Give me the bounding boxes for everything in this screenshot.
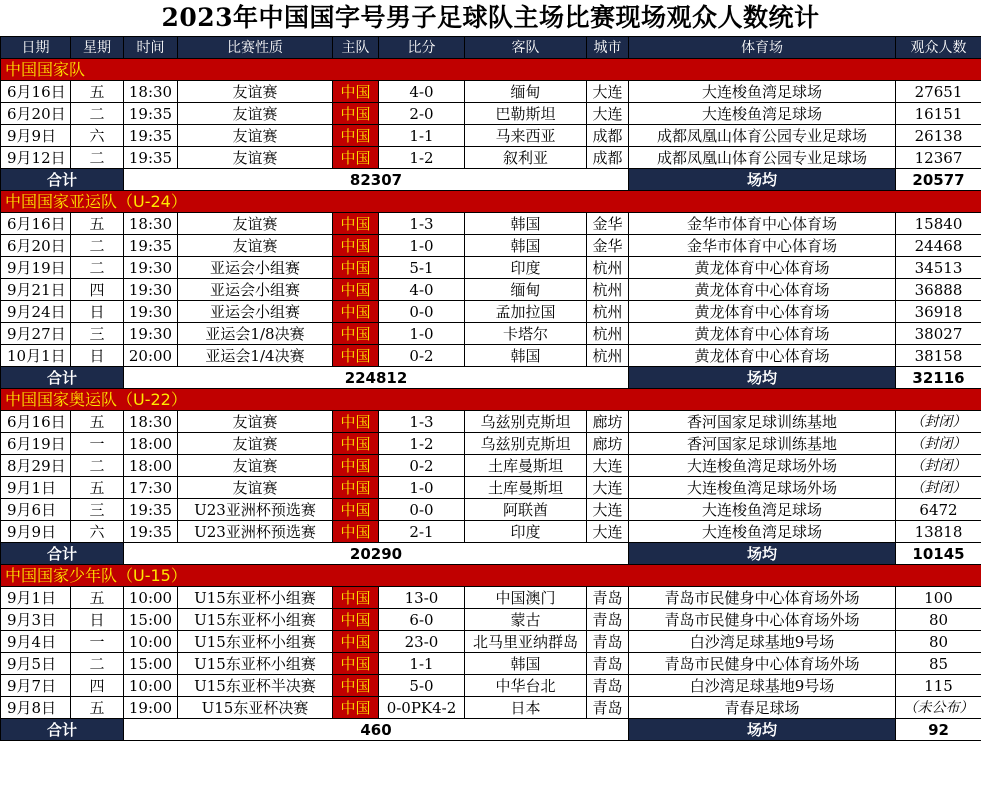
cell-weekday: 五: [71, 81, 124, 103]
total-label: 合计: [1, 169, 124, 191]
cell-type: 亚运会1/4决赛: [178, 345, 333, 367]
table-row: [1, 631, 981, 653]
cell-home: 中国: [333, 631, 379, 653]
cell-score: 1-1: [379, 125, 465, 147]
cell-city: 成都: [587, 147, 629, 169]
cell-weekday: 五: [71, 213, 124, 235]
section-header: [1, 389, 981, 411]
cell-city: 廊坊: [587, 433, 629, 455]
cell-weekday: 一: [71, 433, 124, 455]
cell-score: 1-0: [379, 323, 465, 345]
cell-time: 19:30: [124, 257, 178, 279]
cell-att: 34513: [896, 257, 981, 279]
cell-type: 友谊赛: [178, 235, 333, 257]
section-header: [1, 191, 981, 213]
table-row: [1, 433, 981, 455]
header-stadium: 体育场: [629, 37, 896, 59]
cell-date: 9月4日: [1, 631, 71, 653]
section-title: 中国国家队: [1, 59, 981, 81]
cell-weekday: 六: [71, 125, 124, 147]
cell-weekday: 五: [71, 477, 124, 499]
cell-city: 青岛: [587, 587, 629, 609]
cell-away: 卡塔尔: [465, 323, 587, 345]
cell-type: 友谊赛: [178, 81, 333, 103]
cell-att: 26138: [896, 125, 981, 147]
cell-home: 中国: [333, 653, 379, 675]
cell-att: 38027: [896, 323, 981, 345]
cell-score: 1-3: [379, 411, 465, 433]
cell-weekday: 二: [71, 257, 124, 279]
table-row: [1, 653, 981, 675]
cell-date: 9月12日: [1, 147, 71, 169]
cell-score: 13-0: [379, 587, 465, 609]
cell-date: 9月3日: [1, 609, 71, 631]
header-time: 时间: [124, 37, 178, 59]
cell-score: 0-2: [379, 455, 465, 477]
header-away: 客队: [465, 37, 587, 59]
cell-weekday: 一: [71, 631, 124, 653]
cell-att: 16151: [896, 103, 981, 125]
cell-type: 友谊赛: [178, 477, 333, 499]
cell-date: 9月1日: [1, 477, 71, 499]
cell-away: 土库曼斯坦: [465, 477, 587, 499]
cell-stadium: 大连梭鱼湾足球场: [629, 499, 896, 521]
header-weekday: 星期: [71, 37, 124, 59]
cell-att: 13818: [896, 521, 981, 543]
cell-city: 杭州: [587, 345, 629, 367]
average-label: 场均: [629, 719, 896, 741]
average-value: 20577: [896, 169, 981, 191]
cell-att: （封闭）: [896, 477, 981, 499]
cell-time: 19:35: [124, 235, 178, 257]
cell-home: 中国: [333, 455, 379, 477]
cell-time: 19:35: [124, 521, 178, 543]
attendance-table: [0, 36, 981, 741]
cell-time: 19:35: [124, 147, 178, 169]
cell-type: 亚运会小组赛: [178, 279, 333, 301]
cell-weekday: 二: [71, 103, 124, 125]
cell-date: 9月7日: [1, 675, 71, 697]
cell-time: 10:00: [124, 675, 178, 697]
cell-time: 18:30: [124, 213, 178, 235]
cell-home: 中国: [333, 213, 379, 235]
cell-type: 友谊赛: [178, 125, 333, 147]
cell-city: 金华: [587, 235, 629, 257]
cell-away: 韩国: [465, 345, 587, 367]
cell-type: U15东亚杯小组赛: [178, 609, 333, 631]
cell-city: 廊坊: [587, 411, 629, 433]
total-value: 460: [124, 719, 629, 741]
cell-home: 中国: [333, 499, 379, 521]
cell-att: 6472: [896, 499, 981, 521]
cell-score: 1-3: [379, 213, 465, 235]
cell-att: 100: [896, 587, 981, 609]
cell-home: 中国: [333, 411, 379, 433]
average-value: 10145: [896, 543, 981, 565]
cell-stadium: 黄龙体育中心体育场: [629, 279, 896, 301]
cell-att: 38158: [896, 345, 981, 367]
table-row: [1, 587, 981, 609]
cell-weekday: 六: [71, 521, 124, 543]
cell-stadium: 青岛市民健身中心体育场外场: [629, 587, 896, 609]
cell-time: 19:35: [124, 499, 178, 521]
cell-city: 青岛: [587, 631, 629, 653]
cell-type: U15东亚杯决赛: [178, 697, 333, 719]
cell-weekday: 五: [71, 697, 124, 719]
header-date: 日期: [1, 37, 71, 59]
cell-weekday: 四: [71, 279, 124, 301]
table-row: [1, 125, 981, 147]
cell-score: 23-0: [379, 631, 465, 653]
cell-type: 友谊赛: [178, 455, 333, 477]
cell-score: 0-2: [379, 345, 465, 367]
cell-att: 24468: [896, 235, 981, 257]
cell-date: 8月29日: [1, 455, 71, 477]
header-score: 比分: [379, 37, 465, 59]
cell-home: 中国: [333, 235, 379, 257]
section-title: 中国国家奥运队（U-22）: [1, 389, 981, 411]
cell-weekday: 二: [71, 235, 124, 257]
total-row: [1, 169, 981, 191]
cell-home: 中国: [333, 675, 379, 697]
cell-city: 青岛: [587, 653, 629, 675]
header-city: 城市: [587, 37, 629, 59]
cell-stadium: 黄龙体育中心体育场: [629, 345, 896, 367]
cell-att: （封闭）: [896, 455, 981, 477]
cell-type: 亚运会小组赛: [178, 301, 333, 323]
average-label: 场均: [629, 169, 896, 191]
cell-att: 15840: [896, 213, 981, 235]
cell-away: 土库曼斯坦: [465, 455, 587, 477]
cell-type: U23亚洲杯预选赛: [178, 499, 333, 521]
cell-time: 15:00: [124, 609, 178, 631]
total-value: 82307: [124, 169, 629, 191]
cell-stadium: 大连梭鱼湾足球场: [629, 81, 896, 103]
cell-city: 大连: [587, 103, 629, 125]
table-row: [1, 213, 981, 235]
cell-date: 6月20日: [1, 103, 71, 125]
cell-att: 36918: [896, 301, 981, 323]
section-title: 中国国家亚运队（U-24）: [1, 191, 981, 213]
total-value: 224812: [124, 367, 629, 389]
cell-type: U15东亚杯半决赛: [178, 675, 333, 697]
cell-date: 9月1日: [1, 587, 71, 609]
cell-type: U23亚洲杯预选赛: [178, 521, 333, 543]
cell-city: 青岛: [587, 697, 629, 719]
table-row: [1, 609, 981, 631]
table-row: [1, 81, 981, 103]
cell-att: （封闭）: [896, 411, 981, 433]
cell-away: 孟加拉国: [465, 301, 587, 323]
table-body: [1, 37, 981, 741]
cell-away: 韩国: [465, 235, 587, 257]
cell-time: 19:30: [124, 323, 178, 345]
cell-away: 韩国: [465, 653, 587, 675]
table-row: [1, 521, 981, 543]
cell-date: 9月21日: [1, 279, 71, 301]
cell-score: 2-1: [379, 521, 465, 543]
average-value: 92: [896, 719, 981, 741]
cell-date: 6月16日: [1, 213, 71, 235]
cell-weekday: 日: [71, 301, 124, 323]
cell-score: 0-0: [379, 499, 465, 521]
cell-home: 中国: [333, 103, 379, 125]
cell-home: 中国: [333, 587, 379, 609]
cell-stadium: 香河国家足球训练基地: [629, 433, 896, 455]
cell-att: 80: [896, 631, 981, 653]
cell-home: 中国: [333, 477, 379, 499]
cell-date: 9月27日: [1, 323, 71, 345]
cell-away: 日本: [465, 697, 587, 719]
cell-weekday: 日: [71, 609, 124, 631]
cell-att: 27651: [896, 81, 981, 103]
average-label: 场均: [629, 367, 896, 389]
section-header: [1, 565, 981, 587]
cell-att: 115: [896, 675, 981, 697]
cell-time: 19:30: [124, 301, 178, 323]
cell-weekday: 三: [71, 323, 124, 345]
cell-score: 0-0: [379, 301, 465, 323]
table-row: [1, 279, 981, 301]
cell-time: 10:00: [124, 587, 178, 609]
cell-home: 中国: [333, 81, 379, 103]
cell-weekday: 二: [71, 455, 124, 477]
total-value: 20290: [124, 543, 629, 565]
cell-away: 印度: [465, 257, 587, 279]
page-title: 2023年中国国字号男子足球队主场比赛现场观众人数统计: [161, 3, 820, 32]
cell-home: 中国: [333, 697, 379, 719]
cell-stadium: 成都凤凰山体育公园专业足球场: [629, 147, 896, 169]
table-row: [1, 235, 981, 257]
table-row: [1, 147, 981, 169]
cell-date: 10月1日: [1, 345, 71, 367]
average-label: 场均: [629, 543, 896, 565]
cell-home: 中国: [333, 345, 379, 367]
section-title: 中国国家少年队（U-15）: [1, 565, 981, 587]
total-label: 合计: [1, 719, 124, 741]
cell-score: 1-1: [379, 653, 465, 675]
cell-time: 17:30: [124, 477, 178, 499]
cell-time: 15:00: [124, 653, 178, 675]
cell-score: 0-0PK4-2: [379, 697, 465, 719]
table-row: [1, 103, 981, 125]
cell-stadium: 大连梭鱼湾足球场: [629, 103, 896, 125]
cell-time: 19:35: [124, 103, 178, 125]
cell-score: 1-2: [379, 147, 465, 169]
cell-weekday: 五: [71, 587, 124, 609]
header-attendance: 观众人数: [896, 37, 981, 59]
cell-type: 亚运会1/8决赛: [178, 323, 333, 345]
cell-home: 中国: [333, 257, 379, 279]
cell-city: 成都: [587, 125, 629, 147]
cell-date: 6月19日: [1, 433, 71, 455]
total-row: [1, 719, 981, 741]
cell-stadium: 大连梭鱼湾足球场外场: [629, 477, 896, 499]
total-label: 合计: [1, 543, 124, 565]
cell-away: 乌兹别克斯坦: [465, 433, 587, 455]
cell-stadium: 青岛市民健身中心体育场外场: [629, 653, 896, 675]
cell-city: 杭州: [587, 257, 629, 279]
cell-att: （封闭）: [896, 433, 981, 455]
cell-stadium: 香河国家足球训练基地: [629, 411, 896, 433]
cell-time: 19:00: [124, 697, 178, 719]
cell-stadium: 黄龙体育中心体育场: [629, 323, 896, 345]
cell-city: 青岛: [587, 609, 629, 631]
average-value: 32116: [896, 367, 981, 389]
cell-date: 9月9日: [1, 521, 71, 543]
cell-time: 10:00: [124, 631, 178, 653]
cell-time: 19:35: [124, 125, 178, 147]
cell-score: 1-2: [379, 433, 465, 455]
table-row: [1, 477, 981, 499]
table-row: [1, 499, 981, 521]
cell-weekday: 五: [71, 411, 124, 433]
cell-weekday: 二: [71, 147, 124, 169]
cell-type: 友谊赛: [178, 103, 333, 125]
cell-date: 6月16日: [1, 411, 71, 433]
cell-date: 9月24日: [1, 301, 71, 323]
cell-stadium: 大连梭鱼湾足球场: [629, 521, 896, 543]
cell-att: 80: [896, 609, 981, 631]
cell-date: 9月6日: [1, 499, 71, 521]
cell-away: 叙利亚: [465, 147, 587, 169]
section-header: [1, 59, 981, 81]
cell-type: 亚运会小组赛: [178, 257, 333, 279]
cell-away: 蒙古: [465, 609, 587, 631]
cell-att: 12367: [896, 147, 981, 169]
cell-stadium: 青岛市民健身中心体育场外场: [629, 609, 896, 631]
cell-home: 中国: [333, 521, 379, 543]
cell-score: 1-0: [379, 477, 465, 499]
total-row: [1, 367, 981, 389]
cell-date: 9月9日: [1, 125, 71, 147]
cell-city: 大连: [587, 477, 629, 499]
cell-city: 青岛: [587, 675, 629, 697]
cell-score: 4-0: [379, 279, 465, 301]
cell-time: 18:00: [124, 455, 178, 477]
cell-type: U15东亚杯小组赛: [178, 631, 333, 653]
cell-city: 金华: [587, 213, 629, 235]
cell-type: 友谊赛: [178, 411, 333, 433]
cell-stadium: 白沙湾足球基地9号场: [629, 631, 896, 653]
cell-time: 18:30: [124, 81, 178, 103]
cell-away: 印度: [465, 521, 587, 543]
cell-city: 大连: [587, 455, 629, 477]
table-row: [1, 411, 981, 433]
cell-home: 中国: [333, 609, 379, 631]
cell-type: 友谊赛: [178, 433, 333, 455]
cell-home: 中国: [333, 147, 379, 169]
cell-stadium: 黄龙体育中心体育场: [629, 301, 896, 323]
cell-date: 6月16日: [1, 81, 71, 103]
cell-stadium: 成都凤凰山体育公园专业足球场: [629, 125, 896, 147]
cell-att: 85: [896, 653, 981, 675]
cell-stadium: 黄龙体育中心体育场: [629, 257, 896, 279]
cell-away: 中国澳门: [465, 587, 587, 609]
header-home: 主队: [333, 37, 379, 59]
table-row: [1, 323, 981, 345]
cell-away: 北马里亚纳群岛: [465, 631, 587, 653]
table-row: [1, 697, 981, 719]
table-row: [1, 675, 981, 697]
cell-time: 18:00: [124, 433, 178, 455]
cell-city: 大连: [587, 81, 629, 103]
cell-att: （未公布）: [896, 697, 981, 719]
header-row: [1, 37, 981, 59]
cell-away: 巴勒斯坦: [465, 103, 587, 125]
cell-weekday: 二: [71, 653, 124, 675]
cell-score: 2-0: [379, 103, 465, 125]
cell-away: 韩国: [465, 213, 587, 235]
cell-score: 4-0: [379, 81, 465, 103]
cell-type: U15东亚杯小组赛: [178, 653, 333, 675]
cell-city: 大连: [587, 521, 629, 543]
cell-away: 马来西亚: [465, 125, 587, 147]
cell-att: 36888: [896, 279, 981, 301]
total-label: 合计: [1, 367, 124, 389]
cell-away: 缅甸: [465, 279, 587, 301]
cell-stadium: 金华市体育中心体育场: [629, 235, 896, 257]
cell-away: 中华台北: [465, 675, 587, 697]
cell-time: 19:30: [124, 279, 178, 301]
table-row: [1, 455, 981, 477]
cell-date: 9月19日: [1, 257, 71, 279]
cell-date: 6月20日: [1, 235, 71, 257]
cell-date: 9月5日: [1, 653, 71, 675]
cell-city: 杭州: [587, 323, 629, 345]
table-row: [1, 301, 981, 323]
cell-city: 杭州: [587, 279, 629, 301]
cell-weekday: 日: [71, 345, 124, 367]
table-row: [1, 345, 981, 367]
header-type: 比赛性质: [178, 37, 333, 59]
cell-type: U15东亚杯小组赛: [178, 587, 333, 609]
cell-stadium: 大连梭鱼湾足球场外场: [629, 455, 896, 477]
cell-time: 20:00: [124, 345, 178, 367]
cell-home: 中国: [333, 301, 379, 323]
cell-score: 5-1: [379, 257, 465, 279]
cell-date: 9月8日: [1, 697, 71, 719]
cell-city: 大连: [587, 499, 629, 521]
cell-home: 中国: [333, 433, 379, 455]
cell-away: 阿联酋: [465, 499, 587, 521]
cell-city: 杭州: [587, 301, 629, 323]
cell-time: 18:30: [124, 411, 178, 433]
cell-score: 6-0: [379, 609, 465, 631]
cell-home: 中国: [333, 125, 379, 147]
cell-home: 中国: [333, 323, 379, 345]
cell-away: 乌兹别克斯坦: [465, 411, 587, 433]
cell-stadium: 白沙湾足球基地9号场: [629, 675, 896, 697]
cell-stadium: 金华市体育中心体育场: [629, 213, 896, 235]
cell-home: 中国: [333, 279, 379, 301]
cell-score: 1-0: [379, 235, 465, 257]
cell-away: 缅甸: [465, 81, 587, 103]
cell-weekday: 三: [71, 499, 124, 521]
table-row: [1, 257, 981, 279]
cell-weekday: 四: [71, 675, 124, 697]
cell-type: 友谊赛: [178, 147, 333, 169]
total-row: [1, 543, 981, 565]
cell-stadium: 青春足球场: [629, 697, 896, 719]
cell-score: 5-0: [379, 675, 465, 697]
cell-type: 友谊赛: [178, 213, 333, 235]
